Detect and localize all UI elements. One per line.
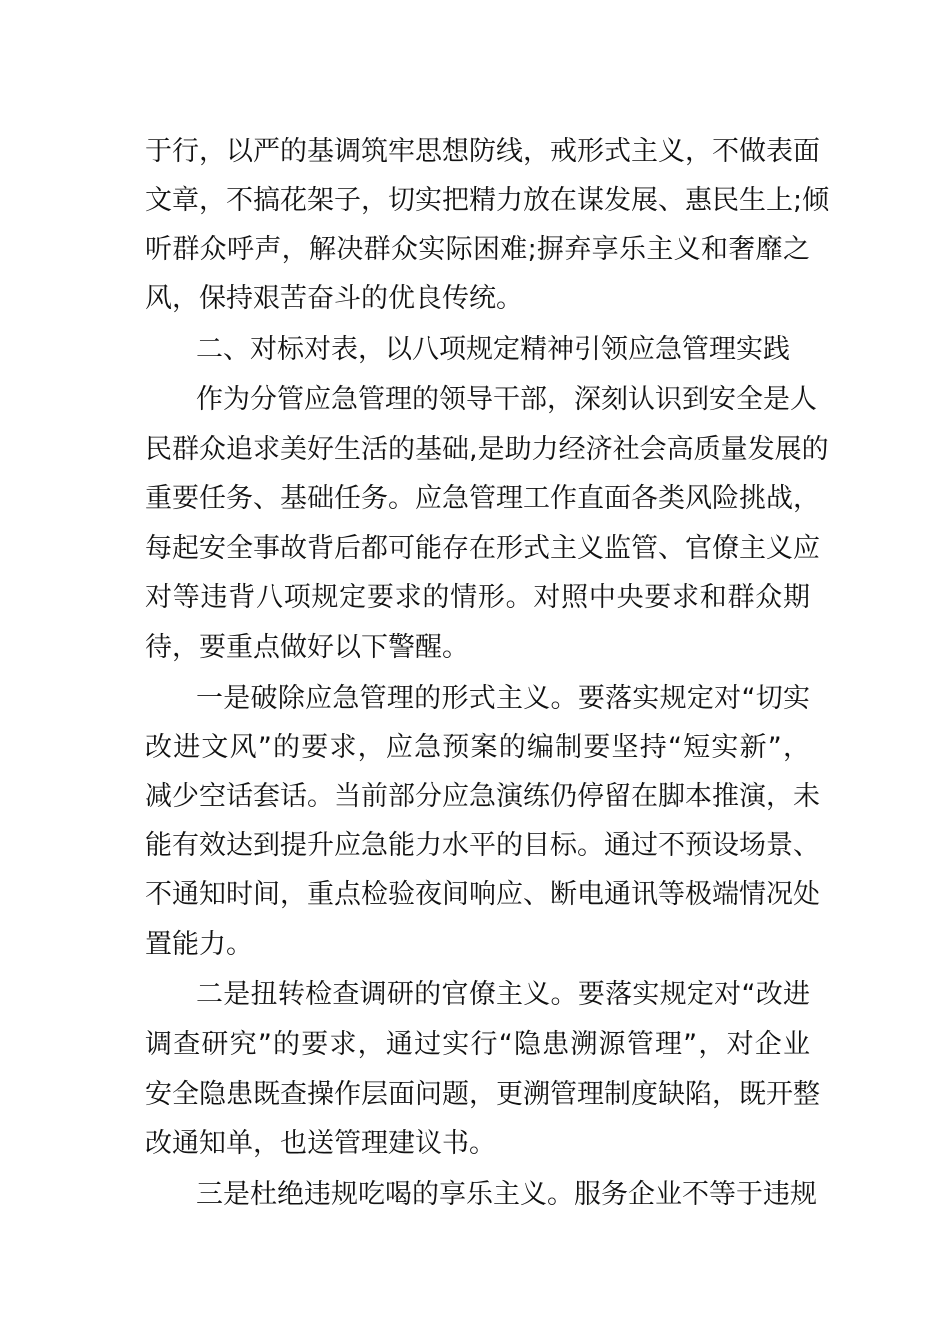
body-text-line: 减少空话套话。当前部分应急演练仍停留在脚本推演，未: [145, 781, 820, 812]
body-text-line: 改通知单，也送管理建议书。: [145, 1128, 496, 1159]
body-text-line: 置能力。: [145, 929, 253, 960]
body-text-line: 二是扭转检查调研的官僚主义。要落实规定对“改进: [196, 979, 810, 1010]
body-text-line: 风，保持艰苦奋斗的优良传统。: [145, 283, 523, 314]
body-text-line: 不通知时间，重点检验夜间响应、断电通讯等极端情况处: [145, 879, 820, 910]
body-text-line: 三是杜绝违规吃喝的享乐主义。服务企业不等于违规: [196, 1179, 817, 1210]
body-text-line: 重要任务、基础任务。应急管理工作直面各类风险挑战，: [145, 483, 820, 514]
section-heading: 二、对标对表，以八项规定精神引领应急管理实践: [196, 334, 790, 365]
body-text-line: 对等违背八项规定要求的情形。对照中央要求和群众期: [145, 582, 810, 613]
body-text-line: 改进文风”的要求，应急预案的编制要坚持“短实新”，: [145, 732, 810, 763]
body-text-line: 民群众追求美好生活的基础,是助力经济社会高质量发展的: [145, 434, 829, 465]
body-text-line: 听群众呼声，解决群众实际困难;摒弃享乐主义和奢靡之: [145, 234, 810, 265]
body-text-line: 文章，不搞花架子，切实把精力放在谋发展、惠民生上;倾: [145, 185, 830, 216]
body-text-line: 一是破除应急管理的形式主义。要落实规定对“切实: [196, 683, 810, 714]
body-text-line: 安全隐患既查操作层面问题，更溯管理制度缺陷，既开整: [145, 1079, 820, 1110]
body-text-line: 于行，以严的基调筑牢思想防线，戒形式主义，不做表面: [145, 136, 820, 167]
body-text-line: 调查研究”的要求，通过实行“隐患溯源管理”，对企业: [145, 1029, 810, 1060]
body-text-line: 能有效达到提升应急能力水平的目标。通过不预设场景、: [145, 830, 820, 861]
body-text-line: 待，要重点做好以下警醒。: [145, 632, 469, 663]
body-text-line: 每起安全事故背后都可能存在形式主义监管、官僚主义应: [145, 533, 820, 564]
body-text-line: 作为分管应急管理的领导干部，深刻认识到安全是人: [196, 384, 817, 415]
